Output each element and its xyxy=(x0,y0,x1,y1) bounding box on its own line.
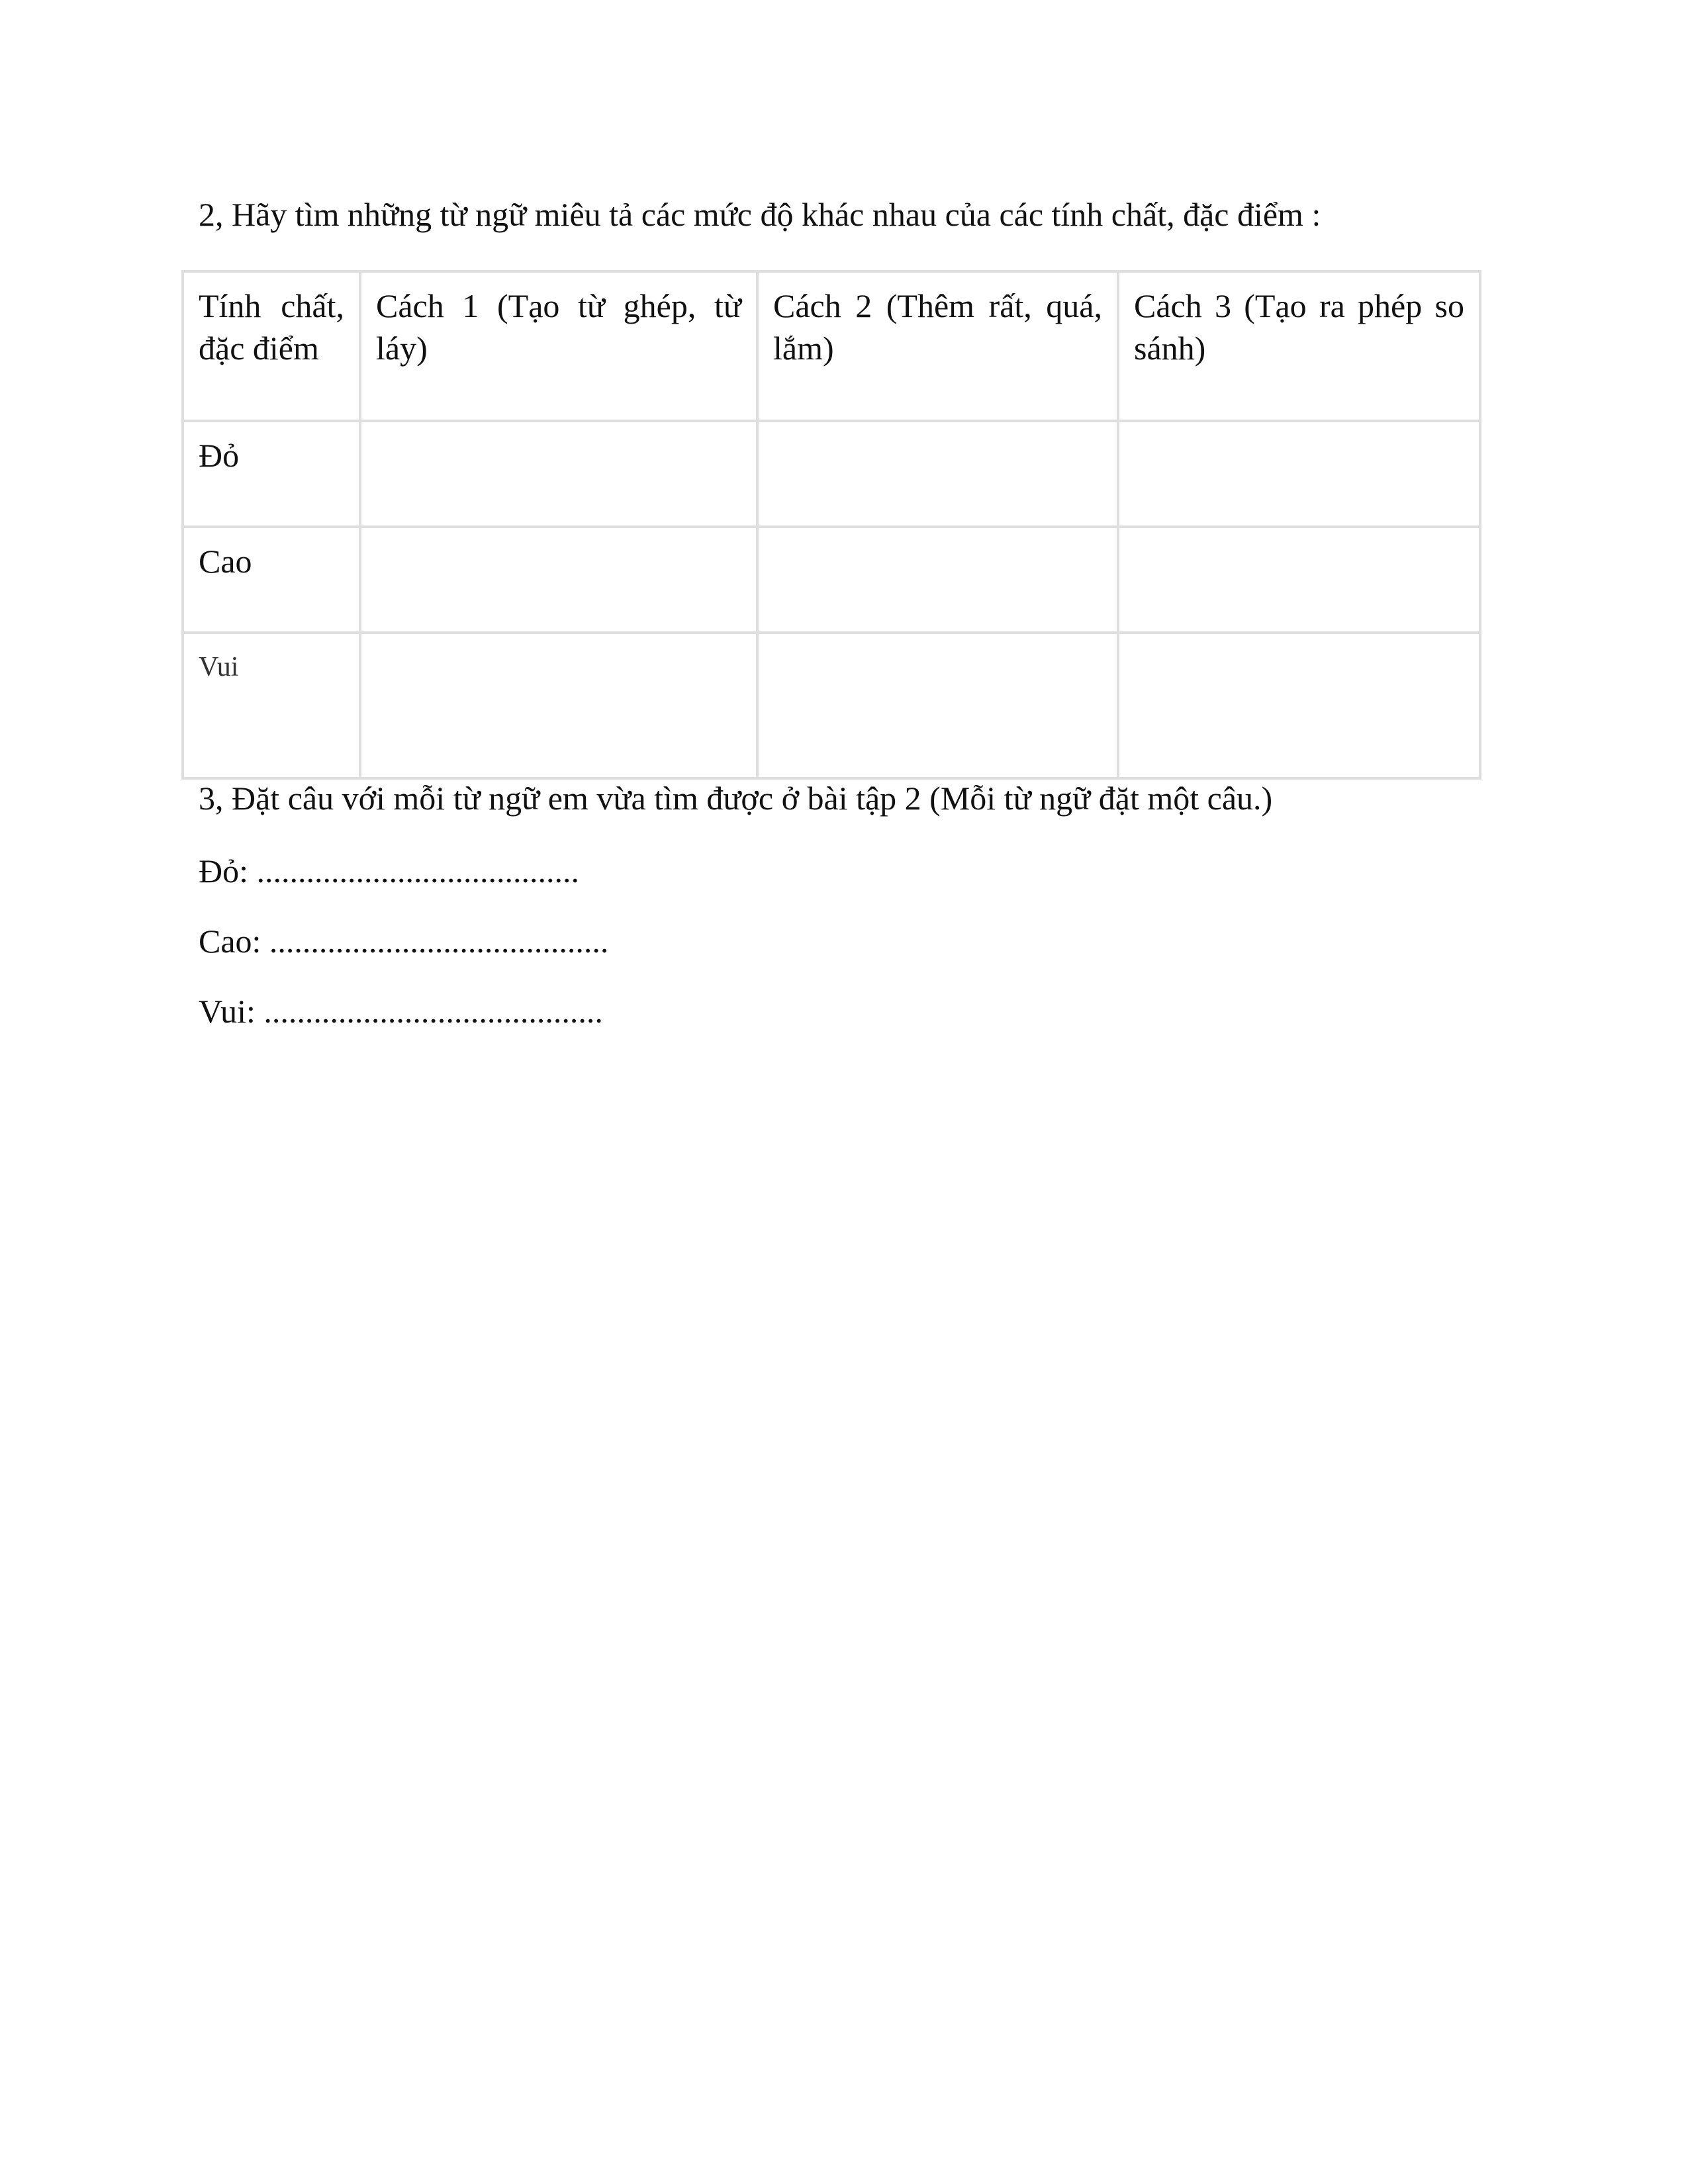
header-method-1: Cách 1 (Tạo từ ghép, từ láy) xyxy=(360,271,757,421)
answer-cell[interactable] xyxy=(757,527,1118,633)
answer-cell[interactable] xyxy=(360,421,757,527)
table-header-row xyxy=(183,271,1480,421)
header-method-2: Cách 2 (Thêm rất, quá, lắm) xyxy=(757,271,1118,421)
row-label-do: Đỏ xyxy=(183,421,360,527)
answer-cell[interactable] xyxy=(1118,633,1480,778)
answer-cell[interactable] xyxy=(757,421,1118,527)
answer-cell[interactable] xyxy=(757,633,1118,778)
properties-table xyxy=(181,270,1481,780)
exercise-3-heading: 3, Đặt câu với mỗi từ ngữ em vừa tìm được ở bài tập 2 (Mỗi từ ngữ đặt một câu.) xyxy=(199,780,1273,817)
table-row xyxy=(183,421,1480,527)
answer-line-do[interactable]: Đỏ: ....................................... xyxy=(199,852,579,889)
answer-cell[interactable] xyxy=(1118,527,1480,633)
header-method-3: Cách 3 (Tạo ra phép so sánh) xyxy=(1118,271,1480,421)
table-row xyxy=(183,527,1480,633)
answer-cell[interactable] xyxy=(1118,421,1480,527)
row-label-cao: Cao xyxy=(183,527,360,633)
answer-cell[interactable] xyxy=(360,527,757,633)
header-property: Tính chất, đặc điểm xyxy=(183,271,360,421)
answer-cell[interactable] xyxy=(360,633,757,778)
answer-line-cao[interactable]: Cao: ......................................... xyxy=(199,923,609,960)
row-label-vui: Vui xyxy=(183,633,360,778)
answer-line-vui[interactable]: Vui: ......................................... xyxy=(199,993,603,1030)
exercise-2-heading: 2, Hãy tìm những từ ngữ miêu tả các mức độ khác nhau của các tính chất, đặc điểm : xyxy=(199,196,1321,233)
table-row xyxy=(183,633,1480,778)
